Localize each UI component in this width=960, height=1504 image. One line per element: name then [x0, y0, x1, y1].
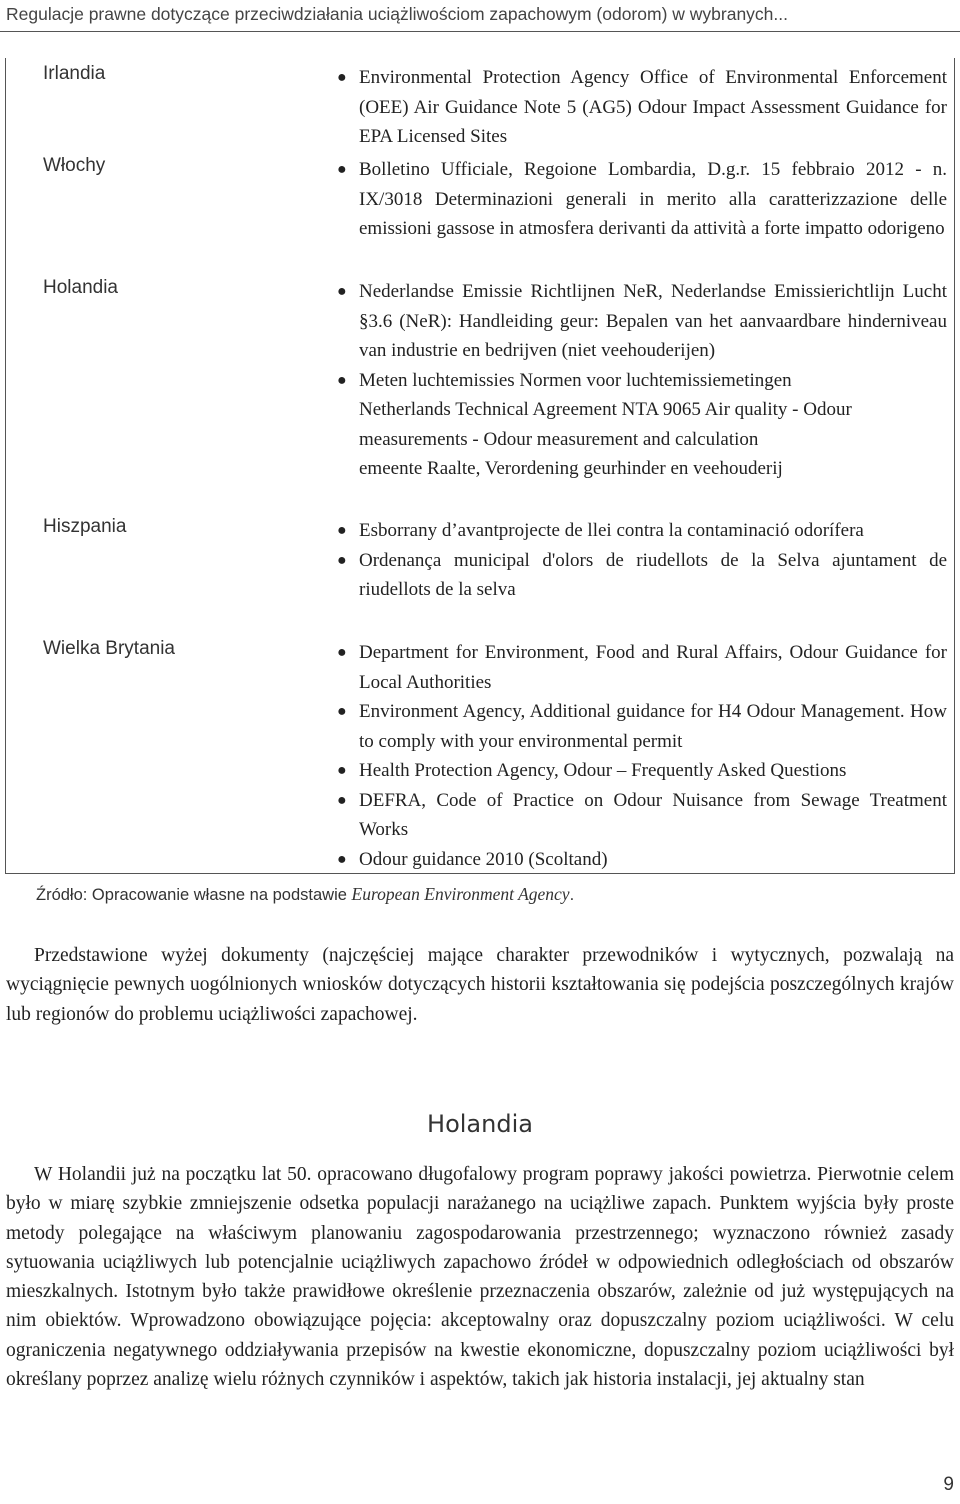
documents-list [335, 516, 947, 605]
bullet-icon: ● [337, 371, 347, 389]
documents-list [335, 63, 947, 152]
bullet-icon: ● [337, 69, 347, 86]
bullet-icon: ● [337, 161, 347, 178]
table-left-border [5, 58, 6, 874]
country-wlochy: Włochy [43, 155, 106, 176]
bullet-icon: ● [337, 644, 347, 661]
body-paragraph-1: Przedstawione wyżej dokumenty (najczęściej mające charakter przewodników i wytycznych, pozwalają na wyciągnięcie pewnych uogólnionych wniosków dotyczących historii kształtowania się podejścia poszczególnych krajów lub regionów do problemu uciążliwości zapachowej. [6, 945, 954, 1025]
list-item: ● Bolletino Ufficiale, Regoione Lombardia, D.g.r. 15 febbraio 2012 - n. IX/3018 Determinazioni generali in merito alla caratterizzazione delle emissioni gassose in atmosfera derivanti da attività a forte impatto odorigeno [335, 155, 947, 244]
source-reference: European Environment Agency [351, 884, 570, 904]
list-item: ● Health Protection Agency, Odour – Frequently Asked Questions [335, 756, 947, 786]
list-item: ● DEFRA, Code of Practice on Odour Nuisance from Sewage Treatment Works [335, 786, 947, 845]
list-item: ● Nederlandse Emissie Richtlijnen NeR, Nederlandse Emissierichtlijn Lucht §3.6 (NeR): Handleiding geur: Bepalen van het aanvaardbare hinderniveau van industrie en bedrijven (niet veehouderijen) [335, 277, 947, 366]
body-paragraph-2: W Holandii już na początku lat 50. opracowano długofalowy program poprawy jakości powietrza. Pierwotnie celem było w miarę szybkie zmniejszenie odsetka populacji narażanego na uciążliwe zapach. Punktem wyjścia były proste metody polegające na właściwym planowaniu zagospodarowania przestrzennego; wyznaczono również zasady sytuowania uciążliwych lub potencjalnie uciążliwych zapachowo źródeł w odpowiednich odległościach od obszarów mieszkalnych. Istotnym było także prawidłowe określenie przeznaczenia obszarów, zależnie od już występujących na nim obiektów. Wprowadzono obowiązujące pojęcia: akceptowalny oraz dopuszczalny poziom uciążliwości. W celu ograniczenia negatywnego oddziaływania przepisów na kwestie ekonomiczne, dopuszczalny poziom uciążliwości był określany poprzez analizę wielu różnych czynników i aspektów, takich jak historia instalacji, jej aktualny stan [6, 1164, 954, 1391]
documents-list [335, 638, 947, 874]
regulations-table [5, 58, 955, 874]
documents-list [335, 277, 947, 484]
bullet-icon: ● [337, 283, 347, 300]
bullet-icon: ● [337, 850, 347, 868]
list-item: ● Department for Environment, Food and Rural Affairs, Odour Guidance for Local Authorities [335, 638, 947, 697]
table-right-border [954, 58, 955, 874]
country-hiszpania: Hiszpania [43, 516, 127, 537]
list-item: ● Meten luchtemissies Normen voor luchtemissiemetingen Netherlands Technical Agreement NTA 9065 Air quality - Odour measurements - Odour measurement and calculation emeente Raalte, Verordening geurhinder en veehouderij [335, 366, 947, 484]
documents-list [335, 155, 947, 244]
page-number: 9 [943, 1474, 954, 1495]
bullet-icon: ● [337, 551, 347, 569]
header-rule [0, 31, 960, 32]
list-item: ● Environment Agency, Additional guidance for H4 Odour Management. How to comply with your environmental permit [335, 697, 947, 756]
list-item: ● Ordenança municipal d'olors de riudellots de la Selva ajuntament de riudellots de la selva [335, 546, 947, 605]
bullet-icon: ● [337, 522, 347, 539]
running-header: Regulacje prawne dotyczące przeciwdziałania uciążliwościom zapachowym (odorom) w wybranych... [6, 4, 788, 24]
list-item: ● Odour guidance 2010 (Scoltand) [335, 845, 947, 875]
bullet-icon: ● [337, 791, 347, 809]
table-source-note: Źródło: Opracowanie własne na podstawie European Environment Agency. [36, 884, 575, 904]
bullet-icon: ● [337, 703, 347, 720]
list-item: ● Esborrany d’avantprojecte de llei contra la contaminació odorífera [335, 516, 947, 546]
list-item: ● Environmental Protection Agency Office of Environmental Enforcement (OEE) Air Guidance Note 5 (AG5) Odour Impact Assessment Guidance for EPA Licensed Sites [335, 63, 947, 152]
section-heading: Holandia [427, 1110, 533, 1138]
country-wielka-brytania: Wielka Brytania [43, 638, 175, 659]
bullet-icon: ● [337, 762, 347, 779]
country-holandia: Holandia [43, 277, 118, 298]
country-irlandia: Irlandia [43, 63, 106, 84]
document-extra-line: Netherlands Technical Agreement NTA 9065 Air quality - Odour measurements - Odour measurement and calculation [359, 399, 852, 450]
document-extra-line: emeente Raalte, Verordening geurhinder en veehouderij [359, 458, 783, 479]
